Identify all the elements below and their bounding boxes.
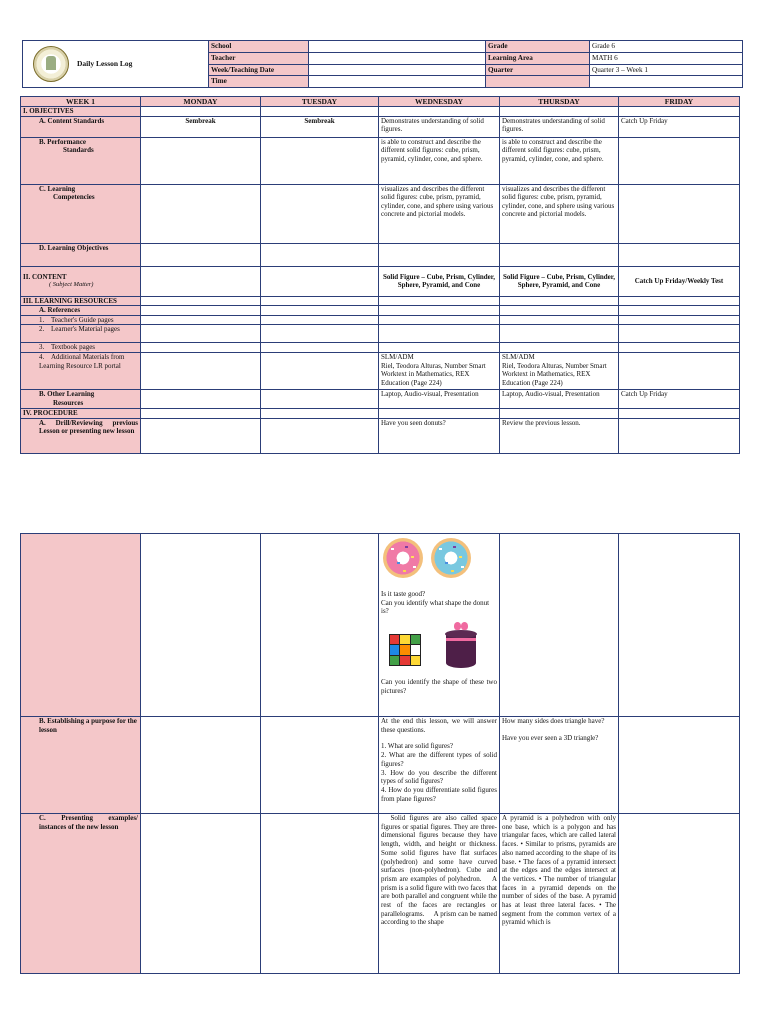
col-tuesday: TUESDAY [261,97,379,107]
col-monday: MONDAY [141,97,261,107]
quarter-label: Quarter [486,64,590,76]
wednesday-learning-competencies: visualizes and describes the different solid figures: cube, prism, pyramid, cylinder, cone, and sphere using various concrete and pictorial models. [379,184,500,243]
teacher-label: Teacher [209,52,309,64]
column-header-row [21,97,740,107]
grade-label: Grade [486,41,590,53]
references-label: A. References [21,306,141,316]
performance-standards-label: B. Performance Standards [21,137,141,184]
thursday-drill: Review the previous lesson. [500,418,619,453]
thursday-other-resources: Laptop, Audio-visual, Presentation [500,389,619,408]
col-week: WEEK 1 [21,97,141,107]
wednesday-content-standards: Demonstrates understanding of solid figures. [379,116,500,137]
cube-sticker [400,635,409,644]
rubiks-cube-icon [389,624,433,670]
donut-question-1: Is it taste good? [381,590,426,598]
content-standards-label: A. Content Standards [21,116,141,137]
cube-sticker [390,656,399,665]
teachers-guide-label: 1. Teacher's Guide pages [21,315,141,325]
wednesday-drill-continued [379,534,500,717]
time-value [309,76,486,88]
wednesday-content: Solid Figure – Cube, Prism, Cylinder, Sphere, Pyramid, and Cone [379,266,500,296]
thursday-content-standards: Demonstrates understanding of solid figures. [500,116,619,137]
resources-heading: III. LEARNING RESOURCES [21,296,141,306]
wednesday-presenting-examples: Solid figures are also called space figures or spatial figures. They are three- dimensional figures because they have length, width, and height or thickness. Some solid figures have flat surfaces (polyhedron) and some have curved surfaces (non-polyhedron). Cube and prism are examples of polyhedron. A prism is a solid figure with two faces that are both parallel and congruent while the rest of the faces are rectangles or parallelograms. A prism can be named according to the shape [379,814,500,974]
learners-material-label: 2. Learner's Material pages [21,325,141,343]
tuesday-content-standards: Sembreak [261,116,379,137]
wednesday-other-resources: Laptop, Audio-visual, Presentation [379,389,500,408]
thursday-purpose: How many sides does triangle have? Have you ever seen a 3D triangle? [500,717,619,814]
lesson-log-table-continued [20,533,740,974]
friday-content-standards: Catch Up Friday [619,116,740,137]
cube-sticker [390,645,399,654]
wednesday-purpose: At the end this lesson, we will answer these questions. 1. What are solid figures? 2. What are the different types of solid figures? 3. How do you describe the different types of solid figures? 4. How do you differentiate solid figures from plane figures? [379,717,500,814]
friday-other-resources: Catch Up Friday [619,389,740,408]
cube-sticker [400,656,409,665]
quarter-value: Quarter 3 – Week 1 [590,64,743,76]
other-resources-label: B. Other Learning Resources [21,389,141,408]
grade-value: Grade 6 [590,41,743,53]
wednesday-additional-materials: SLM/ADM Riel, Teodora Alturas, Number Smart Worktext in Mathematics, REX Education (Page 224) [379,352,500,389]
learning-objectives-label: D. Learning Objectives [21,243,141,266]
thursday-additional-materials: SLM/ADM Riel, Teodora Alturas, Number Smart Worktext in Mathematics, REX Education (Page 224) [500,352,619,389]
thursday-content: Solid Figure – Cube, Prism, Cylinder, Sphere, Pyramid, and Cone [500,266,619,296]
col-thursday: THURSDAY [500,97,619,107]
thursday-performance-standards: is able to construct and describe the different solid figures: cube, prism, pyramid, cylinder, cone, and sphere. [500,137,619,184]
objectives-heading: I. OBJECTIVES [21,107,141,117]
cube-sticker [411,645,420,654]
time-label: Time [209,76,309,88]
purpose-label: B. Establishing a purpose for the lesson [21,717,141,814]
drill-review-label: A. Drill/Reviewing previous Lesson or presenting new lesson [21,418,141,453]
shape-question: Can you identify the shape of these two pictures? [381,678,497,695]
thursday-learning-competencies: visualizes and describes the different solid figures: cube, prism, pyramid, cylinder, cone, and sphere using various concrete and pictorial models. [500,184,619,243]
friday-content: Catch Up Friday/Weekly Test [619,266,740,296]
procedure-heading: IV. PROCEDURE [21,408,141,418]
school-label: School [209,41,309,53]
gift-box-icon [445,622,477,670]
page-title: Daily Lesson Log [77,59,133,68]
cube-sticker [411,656,420,665]
wednesday-drill: Have you seen donuts? [379,418,500,453]
school-value [309,41,486,53]
learning-area-value: MATH 6 [590,52,743,64]
learning-area-label: Learning Area [486,52,590,64]
additional-materials-label: 4. Additional Materials from Learning Resource LR portal [21,352,141,389]
pink-donut-icon [383,538,423,578]
cube-sticker [411,635,420,644]
blue-donut-icon [431,538,471,578]
donut-question-2: Can you identify what shape the donut is? [381,598,490,616]
monday-content-standards: Sembreak [141,116,261,137]
col-friday: FRIDAY [619,97,740,107]
teacher-value [309,52,486,64]
thursday-presenting-examples: A pyramid is a polyhedron with only one base, which is a polygon and has triangular faces, which are called lateral faces. • Similar to prisms, pyramids are also named according to the shape of its base. • The faces of a pyramid intersect at the edges and the edges intersect at the vertices. • The number of triangular faces in a pyramid depends on the number of sides of the base. A pyramid has at least three lateral faces. • The segment from the common vertex of a pyramid which is [500,814,619,974]
textbook-pages-label: 3. Textbook pages [21,343,141,353]
presenting-examples-label: C. Presenting examples/ instances of the new lesson [21,814,141,974]
cube-sticker [390,635,399,644]
header-table [22,40,743,88]
wednesday-performance-standards: is able to construct and describe the different solid figures: cube, prism, pyramid, cylinder, cone, and sphere. [379,137,500,184]
header-logo-cell [23,41,209,88]
drill-continued-label [21,534,141,717]
cube-sticker [400,645,409,654]
learning-competencies-label: C. Learning Competencies [21,184,141,243]
deped-seal-icon [33,46,69,82]
col-wednesday: WEDNESDAY [379,97,500,107]
content-heading: II. CONTENT ( Subject Matter) [21,266,141,296]
week-date-value [309,64,486,76]
blank-value [590,76,743,88]
blank-label [486,76,590,88]
week-date-label: Week/Teaching Date [209,64,309,76]
lesson-log-table [20,96,740,454]
